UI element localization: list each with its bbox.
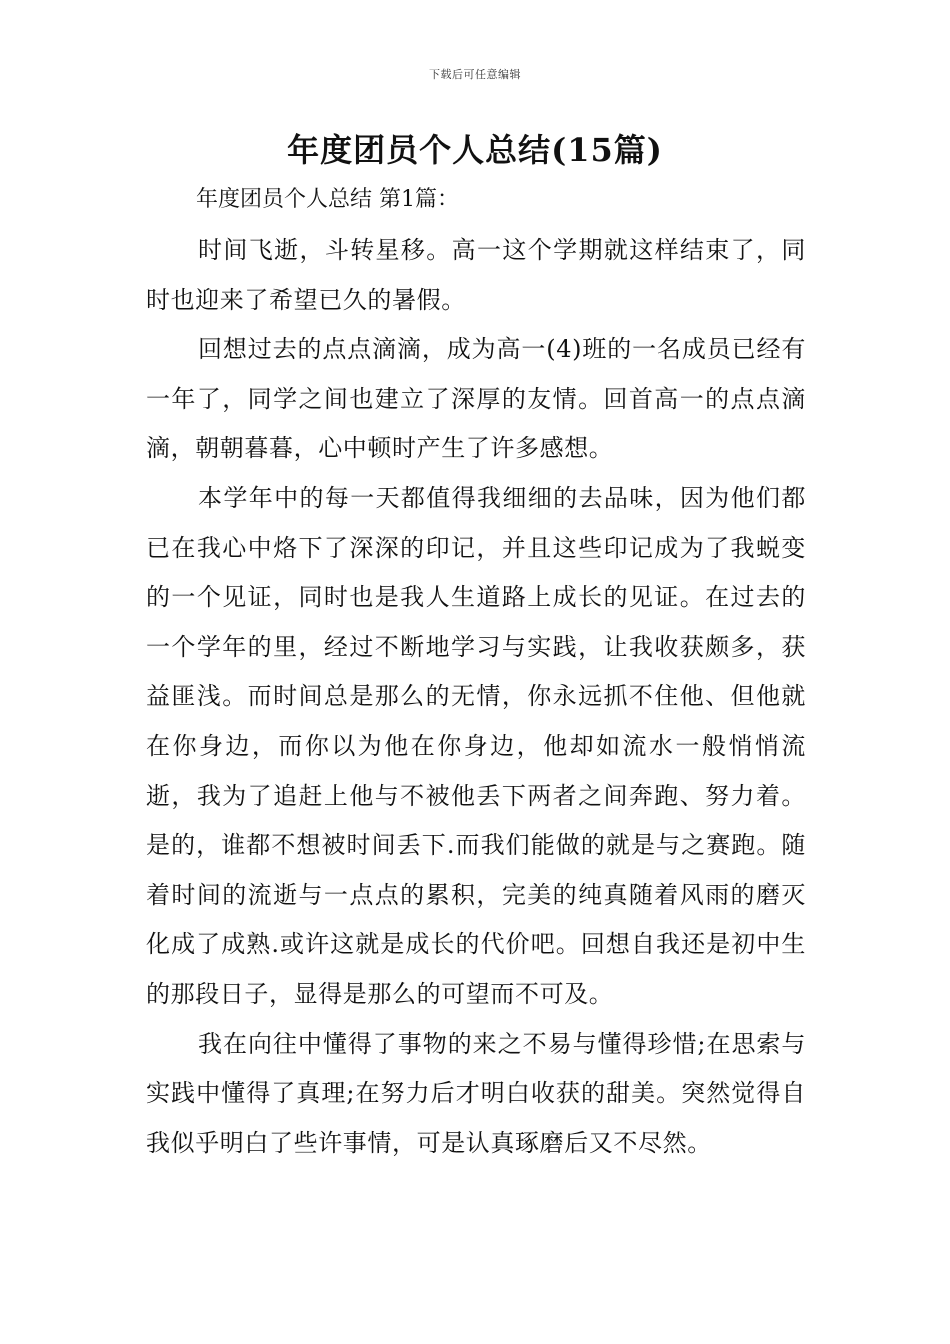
document-body — [146, 226, 806, 1168]
paragraph-3: 本学年中的每一天都值得我细细的去品味，因为他们都已在我心中烙下了深深的印记，并且这些印记成为了我蜕变的一个见证，同时也是我人生道路上成长的见证。在过去的一个学年的里，经过不断地学习与实践，让我收获颇多，获益匪浅。而时间总是那么的无情，你永远抓不住他、但他就在你身边，而你以为他在你身边，他却如流水一般悄悄流逝，我为了追赶上他与不被他丢下两者之间奔跑、努力着。是的，谁都不想被时间丢下.而我们能做的就是与之赛跑。随着时间的流逝与一点点的累积，完美的纯真随着风雨的磨灭化成了成熟.或许这就是成长的代价吧。回想自我还是初中生的那段日子，显得是那么的可望而不可及。 — [146, 483, 806, 1008]
section-subtitle: 年度团员个人总结 第1篇： — [196, 187, 459, 212]
header-note: 下载后可任意编辑 — [429, 68, 521, 81]
paragraph-1: 时间飞逝，斗转星移。高一这个学期就这样结束了，同时也迎来了希望已久的暑假。 — [146, 236, 806, 314]
document-title: 年度团员个人总结(15篇) — [287, 131, 663, 169]
paragraph-2: 回想过去的点点滴滴，成为高一(4)班的一名成员已经有一年了，同学之间也建立了深厚的友情。回首高一的点点滴滴，朝朝暮暮，心中顿时产生了许多感想。 — [146, 335, 806, 463]
paragraph-4: 我在向往中懂得了事物的来之不易与懂得珍惜;在思索与实践中懂得了真理;在努力后才明白收获的甜美。突然觉得自我似乎明白了些许事情，可是认真琢磨后又不尽然。 — [146, 1029, 806, 1157]
